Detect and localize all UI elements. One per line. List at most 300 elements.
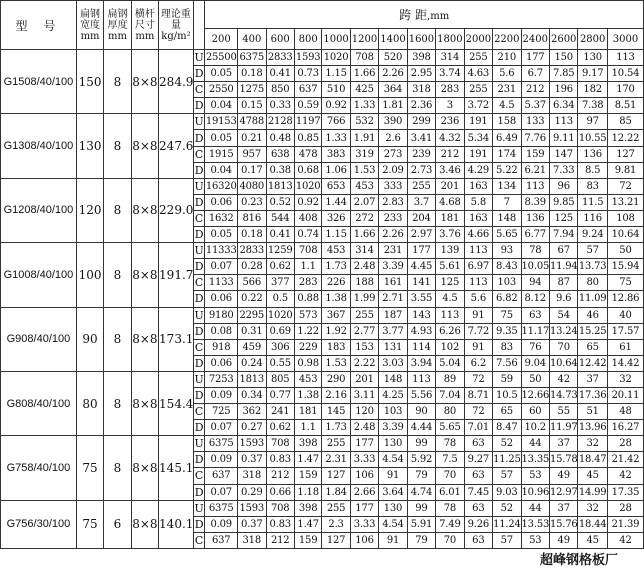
value-cell: 114 xyxy=(407,339,435,355)
value-cell: 0.38 xyxy=(266,162,294,178)
model-header: 型 号 xyxy=(1,1,77,50)
value-cell: 6375 xyxy=(238,50,266,66)
value-cell: 0.34 xyxy=(238,387,266,403)
value-cell: 90 xyxy=(407,404,435,420)
value-cell: 637 xyxy=(205,468,238,484)
value-cell: 9.11 xyxy=(549,130,577,146)
value-cell: 638 xyxy=(266,146,294,162)
value-cell: 283 xyxy=(436,82,464,98)
value-cell: 113 xyxy=(436,307,464,323)
value-cell: 51 xyxy=(578,404,608,420)
value-cell: 1.38 xyxy=(322,291,350,307)
flat-width-cell: 75 xyxy=(76,500,103,548)
value-cell: 4788 xyxy=(238,114,266,130)
value-cell: 5.61 xyxy=(436,259,464,275)
value-cell: 163 xyxy=(464,210,492,226)
value-cell: 130 xyxy=(379,436,407,452)
value-cell: 150 xyxy=(549,50,577,66)
value-cell: 2.73 xyxy=(407,162,435,178)
value-cell: 11.97 xyxy=(549,420,577,436)
value-cell: 210 xyxy=(493,50,521,66)
value-cell: 153 xyxy=(350,339,378,355)
value-cell: 1.73 xyxy=(322,259,350,275)
value-cell: 0.15 xyxy=(238,98,266,114)
value-cell: 91 xyxy=(464,307,492,323)
value-cell: 2.66 xyxy=(350,484,378,500)
value-cell: 0.07 xyxy=(205,420,238,436)
value-cell: 3.55 xyxy=(407,291,435,307)
value-cell: 9.27 xyxy=(464,452,492,468)
value-cell: 0.77 xyxy=(266,387,294,403)
value-cell: 1.38 xyxy=(294,387,321,403)
watermark: 超峰钢格板厂 xyxy=(538,549,620,568)
value-cell: 11.09 xyxy=(578,291,608,307)
value-cell: 5.22 xyxy=(493,162,521,178)
model-cell: G908/40/100 xyxy=(1,307,77,371)
value-cell: 2.22 xyxy=(350,355,378,371)
flat-width-cell: 120 xyxy=(76,178,103,242)
weight-header xyxy=(159,1,194,50)
value-cell: 134 xyxy=(493,178,521,194)
row-label: D xyxy=(194,131,204,145)
value-cell: 459 xyxy=(238,339,266,355)
value-cell: 957 xyxy=(238,146,266,162)
value-cell: 10.64 xyxy=(549,355,577,371)
value-cell: 241 xyxy=(266,404,294,420)
crossbar-header xyxy=(131,1,158,50)
value-cell: 1593 xyxy=(294,50,321,66)
value-cell: 127 xyxy=(607,146,643,162)
value-cell: 425 xyxy=(350,82,378,98)
value-cell: 0.23 xyxy=(238,194,266,210)
value-cell: 201 xyxy=(350,371,378,387)
value-cell: 19153 xyxy=(205,114,238,130)
value-cell: 8.71 xyxy=(464,387,492,403)
value-cell: 127 xyxy=(322,468,350,484)
value-cell: 0.06 xyxy=(205,355,238,371)
value-cell: 63 xyxy=(464,436,492,452)
value-cell: 12.66 xyxy=(521,387,549,403)
value-cell: 4.68 xyxy=(436,194,464,210)
value-cell: 398 xyxy=(294,436,321,452)
value-cell: 1275 xyxy=(238,82,266,98)
value-cell: 319 xyxy=(350,146,378,162)
value-cell: 76 xyxy=(521,339,549,355)
value-cell: 0.18 xyxy=(238,66,266,82)
flat-width-cell: 100 xyxy=(76,243,103,307)
value-cell: 80 xyxy=(436,404,464,420)
value-cell: 231 xyxy=(493,82,521,98)
value-cell: 78 xyxy=(436,436,464,452)
value-cell: 0.48 xyxy=(266,130,294,146)
row-label: D xyxy=(194,67,204,81)
row-label: C xyxy=(194,533,204,547)
value-cell: 1.44 xyxy=(322,194,350,210)
value-cell: 299 xyxy=(407,114,435,130)
value-cell: 5.91 xyxy=(407,516,435,532)
value-cell: 17.36 xyxy=(578,387,608,403)
value-cell: 3.64 xyxy=(379,484,407,500)
span-column-header: 2200 xyxy=(493,29,521,50)
value-cell: 318 xyxy=(407,82,435,98)
value-cell: 8.43 xyxy=(493,259,521,275)
value-cell: 520 xyxy=(379,50,407,66)
crossbar-cell: 8×8 xyxy=(131,178,158,242)
value-cell: 130 xyxy=(578,50,608,66)
value-cell: 28 xyxy=(607,436,643,452)
value-cell: 255 xyxy=(350,307,378,323)
row-label: D xyxy=(194,99,204,113)
value-cell: 21.42 xyxy=(607,452,643,468)
value-cell: 637 xyxy=(205,532,238,548)
flat-thickness-label: 扁钢厚度 xyxy=(107,8,128,31)
span-column-header: 2600 xyxy=(549,29,577,50)
value-cell: 11.5 xyxy=(578,194,608,210)
value-cell: 15.94 xyxy=(607,259,643,275)
value-cell: 49 xyxy=(549,468,577,484)
value-cell: 113 xyxy=(407,371,435,387)
value-cell: 85 xyxy=(607,114,643,130)
value-cell: 65 xyxy=(493,404,521,420)
value-cell: 6.49 xyxy=(493,130,521,146)
value-cell: 229 xyxy=(294,339,321,355)
value-cell: 7.01 xyxy=(464,420,492,436)
value-cell: 148 xyxy=(493,210,521,226)
crossbar-cell: 8×8 xyxy=(131,114,158,178)
value-cell: 4.44 xyxy=(407,420,435,436)
value-cell: 8.5 xyxy=(578,162,608,178)
crossbar-cell: 8×8 xyxy=(131,50,158,114)
weight-cell: 247.6 xyxy=(159,114,194,178)
value-cell: 7.33 xyxy=(549,162,577,178)
value-cell: 0.08 xyxy=(205,323,238,339)
value-cell: 7.38 xyxy=(578,98,608,114)
row-label: U xyxy=(194,179,204,193)
value-cell: 3.77 xyxy=(379,323,407,339)
value-cell: 1.18 xyxy=(294,484,321,500)
value-cell: 3.72 xyxy=(464,98,492,114)
flat-width-label: 扁钢宽度 xyxy=(80,8,101,31)
crossbar-cell: 8×8 xyxy=(131,436,158,500)
value-cell: 0.37 xyxy=(238,452,266,468)
value-cell: 70 xyxy=(436,532,464,548)
value-cell: 453 xyxy=(350,178,378,194)
value-cell: 125 xyxy=(436,275,464,291)
value-cell: 187 xyxy=(379,307,407,323)
value-cell: 2.6 xyxy=(379,130,407,146)
value-cell: 32 xyxy=(578,500,608,516)
value-cell: 42 xyxy=(549,371,577,387)
value-cell: 163 xyxy=(464,178,492,194)
value-cell: 226 xyxy=(322,275,350,291)
value-cell: 236 xyxy=(436,114,464,130)
value-cell: 2.95 xyxy=(407,66,435,82)
value-cell: 14.99 xyxy=(578,484,608,500)
value-cell: 46 xyxy=(578,307,608,323)
crossbar-cell: 8×8 xyxy=(131,500,158,548)
value-cell: 5.6 xyxy=(464,291,492,307)
value-cell: 72 xyxy=(607,178,643,194)
value-cell: 0.29 xyxy=(238,484,266,500)
value-cell: 67 xyxy=(549,243,577,259)
flat-thickness-cell: 8 xyxy=(104,50,131,114)
value-cell: 3.76 xyxy=(436,227,464,243)
value-cell: 0.09 xyxy=(205,452,238,468)
value-cell: 510 xyxy=(322,82,350,98)
value-cell: 16320 xyxy=(205,178,238,194)
weight-label: 理论重量 xyxy=(160,8,191,31)
value-cell: 106 xyxy=(350,532,378,548)
value-cell: 4.54 xyxy=(379,516,407,532)
flat-thickness-cell: 8 xyxy=(104,114,131,178)
value-cell: 1.47 xyxy=(294,516,321,532)
value-cell: 1020 xyxy=(322,50,350,66)
value-cell: 1.92 xyxy=(322,323,350,339)
value-cell: 212 xyxy=(521,82,549,98)
value-cell: 53 xyxy=(521,468,549,484)
span-column-header: 800 xyxy=(294,29,321,50)
row-label: C xyxy=(194,211,204,225)
value-cell: 0.83 xyxy=(266,516,294,532)
model-cell: G1008/40/100 xyxy=(1,243,77,307)
value-cell: 0.88 xyxy=(294,291,321,307)
value-cell: 1259 xyxy=(266,243,294,259)
value-cell: 70 xyxy=(549,339,577,355)
value-cell: 63 xyxy=(464,468,492,484)
value-cell: 45 xyxy=(578,532,608,548)
value-cell: 54 xyxy=(549,307,577,323)
value-cell: 113 xyxy=(464,243,492,259)
value-cell: 57 xyxy=(493,468,521,484)
value-cell: 139 xyxy=(436,243,464,259)
value-cell: 0.52 xyxy=(266,194,294,210)
value-cell: 13.53 xyxy=(521,516,549,532)
value-cell: 255 xyxy=(464,50,492,66)
span-column-header: 1200 xyxy=(350,29,378,50)
value-cell: 10.96 xyxy=(521,484,549,500)
value-cell: 177 xyxy=(350,436,378,452)
value-cell: 318 xyxy=(238,468,266,484)
grating-table-body xyxy=(1,50,644,549)
value-cell: 5.34 xyxy=(464,130,492,146)
value-cell: 0.74 xyxy=(294,227,321,243)
value-cell: 113 xyxy=(549,114,577,130)
value-cell: 212 xyxy=(266,532,294,548)
value-cell: 188 xyxy=(350,275,378,291)
value-cell: 11.17 xyxy=(521,323,549,339)
value-cell: 255 xyxy=(322,436,350,452)
value-cell: 212 xyxy=(436,146,464,162)
value-cell: 2295 xyxy=(238,307,266,323)
value-cell: 377 xyxy=(266,275,294,291)
value-cell: 91 xyxy=(379,468,407,484)
value-cell: 4.45 xyxy=(407,259,435,275)
value-cell: 127 xyxy=(322,532,350,548)
weight-cell: 145.1 xyxy=(159,436,194,500)
model-cell: G756/30/100 xyxy=(1,500,77,548)
flat-thickness-cell: 8 xyxy=(104,178,131,242)
value-cell: 13.21 xyxy=(607,194,643,210)
value-cell: 5.37 xyxy=(521,98,549,114)
value-cell: 61 xyxy=(607,339,643,355)
value-cell: 0.98 xyxy=(294,355,321,371)
value-cell: 14.42 xyxy=(607,355,643,371)
value-cell: 45 xyxy=(578,468,608,484)
value-cell: 181 xyxy=(294,404,321,420)
value-cell: 191 xyxy=(464,146,492,162)
value-cell: 37 xyxy=(549,500,577,516)
span-column-header: 1600 xyxy=(407,29,435,50)
value-cell: 63 xyxy=(464,500,492,516)
value-cell: 12.22 xyxy=(607,130,643,146)
value-cell: 136 xyxy=(578,146,608,162)
value-cell: 4.5 xyxy=(493,98,521,114)
value-cell: 1813 xyxy=(266,178,294,194)
value-cell: 708 xyxy=(266,436,294,452)
value-cell: 239 xyxy=(407,146,435,162)
value-cell: 1.73 xyxy=(322,420,350,436)
row-label: D xyxy=(194,324,204,338)
flat-thickness-cell: 8 xyxy=(104,371,131,435)
value-cell: 1133 xyxy=(205,275,238,291)
value-cell: 25500 xyxy=(205,50,238,66)
value-cell: 8.39 xyxy=(521,194,549,210)
value-cell: 3.33 xyxy=(350,516,378,532)
value-cell: 212 xyxy=(266,468,294,484)
value-cell: 0.17 xyxy=(238,162,266,178)
model-cell: G808/40/100 xyxy=(1,371,77,435)
value-cell: 10.54 xyxy=(607,66,643,82)
value-cell: 52 xyxy=(493,500,521,516)
value-cell: 0.28 xyxy=(238,259,266,275)
value-cell: 0.62 xyxy=(266,259,294,275)
value-cell: 42 xyxy=(607,468,643,484)
value-cell: 725 xyxy=(205,404,238,420)
value-cell: 2.16 xyxy=(322,387,350,403)
value-cell: 6375 xyxy=(205,436,238,452)
value-cell: 87 xyxy=(549,275,577,291)
weight-cell: 229.0 xyxy=(159,178,194,242)
value-cell: 1593 xyxy=(238,500,266,516)
model-cell: G1508/40/100 xyxy=(1,50,77,114)
value-cell: 2.31 xyxy=(322,452,350,468)
value-cell: 44 xyxy=(521,500,549,516)
value-cell: 7 xyxy=(493,194,521,210)
value-cell: 130 xyxy=(379,500,407,516)
value-cell: 21.39 xyxy=(607,516,643,532)
value-cell: 2.71 xyxy=(379,291,407,307)
value-cell: 0.68 xyxy=(294,162,321,178)
value-cell: 2.3 xyxy=(322,516,350,532)
row-label: U xyxy=(194,51,204,65)
value-cell: 9.35 xyxy=(493,323,521,339)
value-cell: 766 xyxy=(322,114,350,130)
value-cell: 204 xyxy=(407,210,435,226)
value-cell: 89 xyxy=(436,371,464,387)
value-cell: 1020 xyxy=(294,178,321,194)
table-row xyxy=(1,436,644,452)
value-cell: 5.65 xyxy=(493,227,521,243)
span-column-header: 2800 xyxy=(578,29,608,50)
value-cell: 0.55 xyxy=(266,355,294,371)
value-cell: 2.48 xyxy=(350,259,378,275)
value-cell: 0.09 xyxy=(205,516,238,532)
value-cell: 850 xyxy=(266,82,294,98)
value-cell: 15.76 xyxy=(549,516,577,532)
value-cell: 9180 xyxy=(205,307,238,323)
flat-width-header xyxy=(76,1,103,50)
value-cell: 3.7 xyxy=(407,194,435,210)
row-label: D xyxy=(194,485,204,499)
value-cell: 2833 xyxy=(238,243,266,259)
flat-thickness-cell: 6 xyxy=(104,500,131,548)
weight-unit: kg/m² xyxy=(161,30,191,42)
value-cell: 566 xyxy=(238,275,266,291)
value-cell: 532 xyxy=(350,114,378,130)
value-cell: 6.26 xyxy=(436,323,464,339)
value-cell: 314 xyxy=(436,50,464,66)
value-cell: 136 xyxy=(521,210,549,226)
value-cell: 9.85 xyxy=(549,194,577,210)
weight-cell: 191.7 xyxy=(159,243,194,307)
table-row xyxy=(1,500,644,516)
value-cell: 6.77 xyxy=(521,227,549,243)
flat-width-cell: 80 xyxy=(76,371,103,435)
value-cell: 2128 xyxy=(266,114,294,130)
weight-cell: 173.1 xyxy=(159,307,194,371)
value-cell: 170 xyxy=(607,82,643,98)
value-cell: 708 xyxy=(266,500,294,516)
value-cell: 3.46 xyxy=(436,162,464,178)
value-cell: 11333 xyxy=(205,243,238,259)
value-cell: 113 xyxy=(521,178,549,194)
span-column-header: 2000 xyxy=(464,29,492,50)
value-cell: 63 xyxy=(464,532,492,548)
value-cell: 6.97 xyxy=(464,259,492,275)
value-cell: 0.92 xyxy=(322,98,350,114)
value-cell: 0.83 xyxy=(266,452,294,468)
value-cell: 7.45 xyxy=(464,484,492,500)
value-cell: 3 xyxy=(436,98,464,114)
value-cell: 2.97 xyxy=(407,227,435,243)
span-column-header: 3000 xyxy=(607,29,643,50)
value-cell: 0.41 xyxy=(266,66,294,82)
value-cell: 367 xyxy=(322,307,350,323)
value-cell: 161 xyxy=(379,275,407,291)
value-cell: 1.91 xyxy=(350,130,378,146)
value-cell: 0.05 xyxy=(205,227,238,243)
value-cell: 57 xyxy=(578,243,608,259)
value-cell: 12.86 xyxy=(607,291,643,307)
value-cell: 177 xyxy=(407,243,435,259)
value-cell: 15.78 xyxy=(549,452,577,468)
value-cell: 7.76 xyxy=(521,130,549,146)
value-cell: 0.5 xyxy=(266,291,294,307)
value-cell: 11.94 xyxy=(549,259,577,275)
model-cell: G758/40/100 xyxy=(1,436,77,500)
value-cell: 0.73 xyxy=(294,66,321,82)
span-column-header: 1400 xyxy=(379,29,407,50)
value-cell: 17.35 xyxy=(607,484,643,500)
value-cell: 383 xyxy=(322,146,350,162)
value-cell: 1020 xyxy=(266,307,294,323)
value-cell: 10.5 xyxy=(493,387,521,403)
value-cell: 0.66 xyxy=(266,484,294,500)
value-cell: 11.25 xyxy=(493,452,521,468)
value-cell: 37 xyxy=(578,371,608,387)
value-cell: 2.83 xyxy=(379,194,407,210)
value-cell: 78 xyxy=(521,243,549,259)
